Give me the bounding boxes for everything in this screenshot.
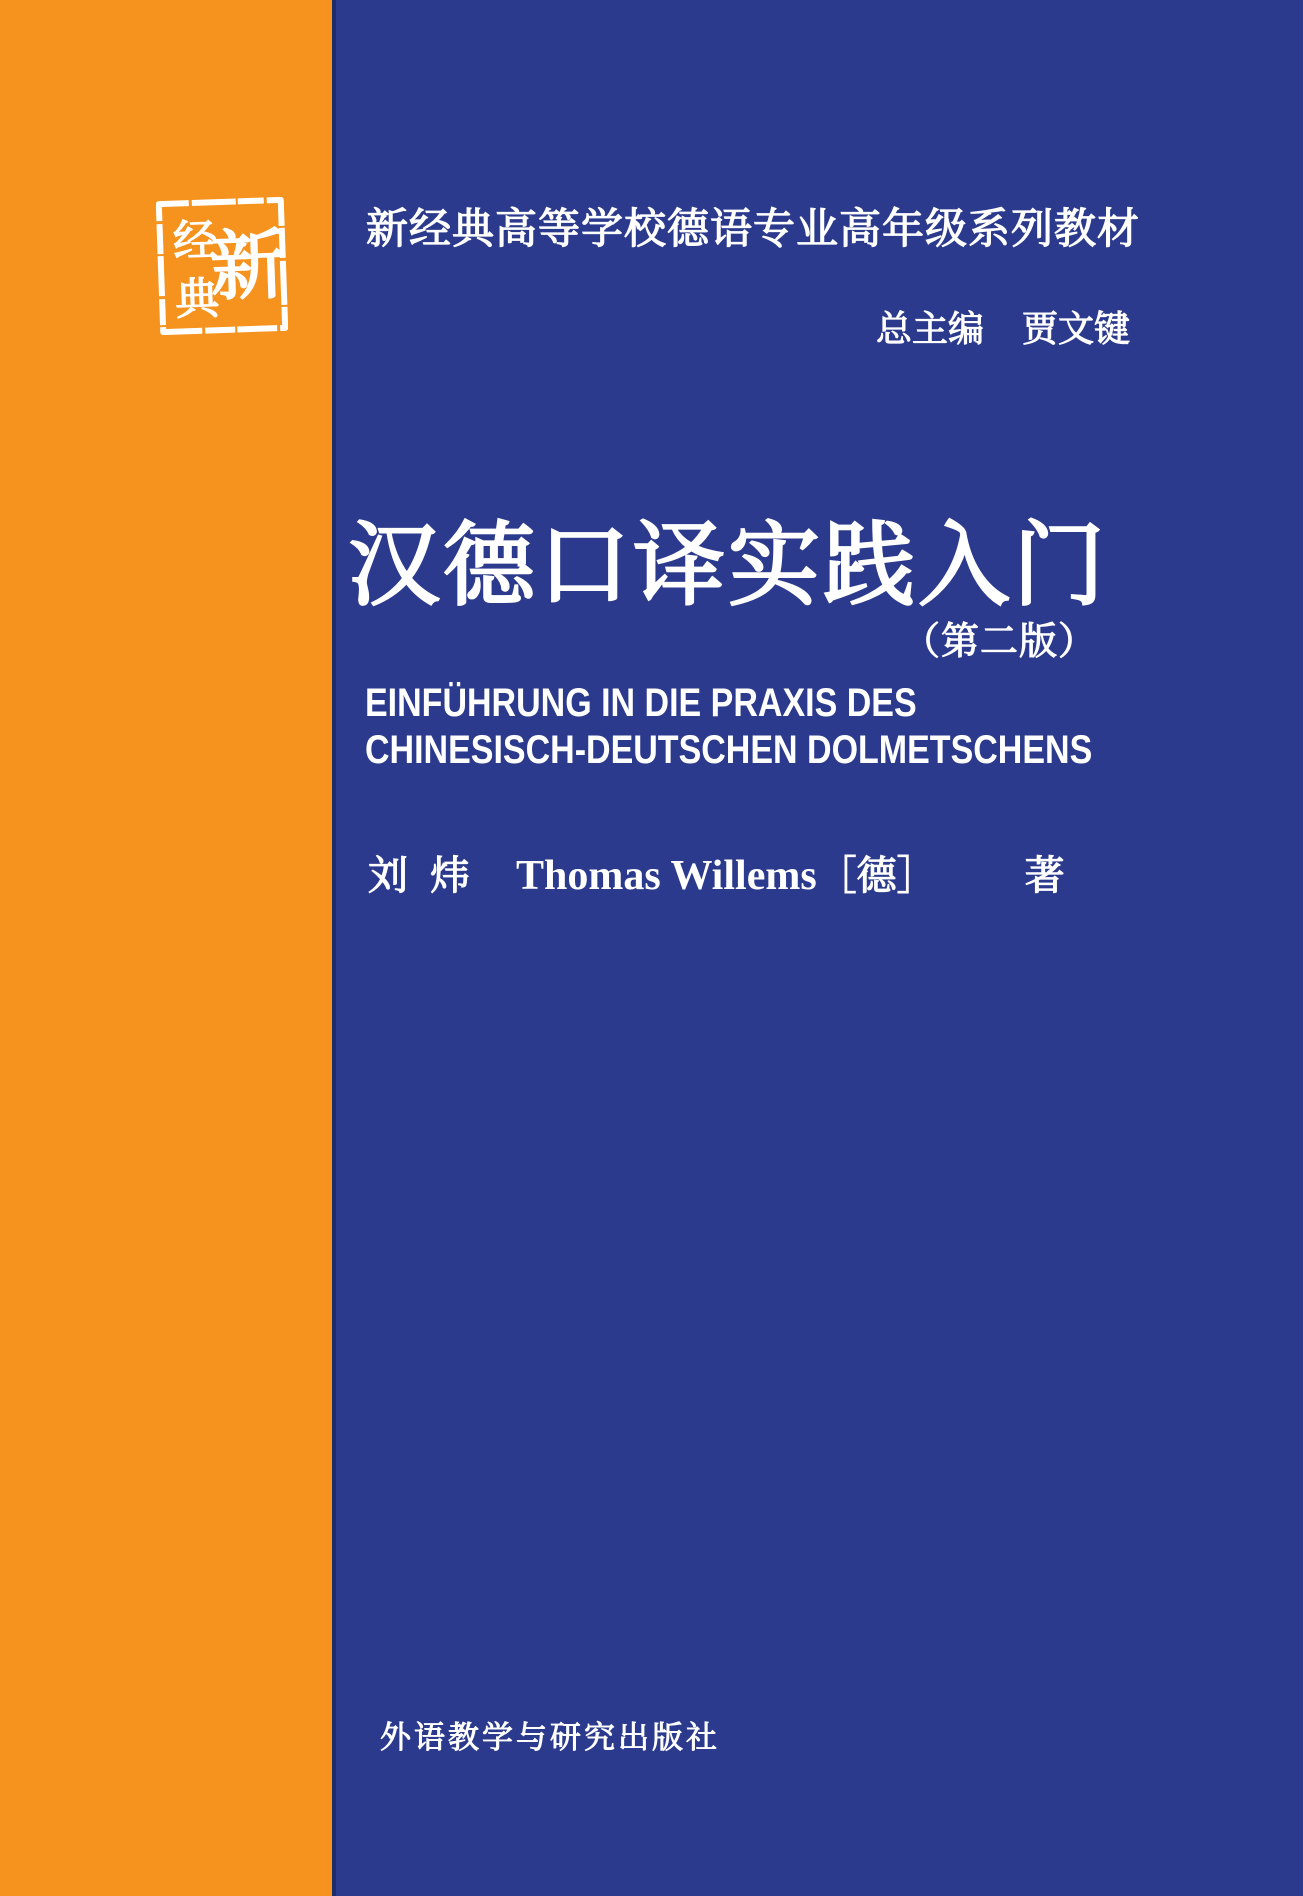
author1-name: 炜 xyxy=(430,853,470,898)
seal-char-xin: 新 xyxy=(208,223,288,311)
edition-label: （第二版） xyxy=(901,621,1097,663)
author2-name: Thomas Willems xyxy=(516,853,817,899)
seal-char-jing: 经 xyxy=(172,216,218,267)
author1-given: 刘 xyxy=(368,853,408,898)
band-edge-divider xyxy=(332,0,336,1896)
editor-role-label: 总主编 xyxy=(875,308,984,349)
editor-line xyxy=(876,301,1130,352)
publisher-name: 外语教学与研究出版社 xyxy=(380,1720,720,1755)
author-role: 著 xyxy=(1024,853,1065,898)
german-title-line2: CHINESISCH-DEUTSCHEN DOLMETSCHENS xyxy=(365,728,1093,772)
editor-name: 贾文键 xyxy=(1021,308,1130,349)
book-title-chinese: 汉德口译实践入门 xyxy=(348,515,1109,617)
german-title-line1: EINFÜHRUNG IN DIE PRAXIS DES xyxy=(365,681,917,725)
series-title: 新经典高等学校德语专业高年级系列教材 xyxy=(366,205,1141,252)
seal-icon xyxy=(156,197,288,335)
book-title-german xyxy=(365,680,1092,774)
seal-char-dian: 典 xyxy=(174,274,220,325)
author2-origin: ［德］ xyxy=(816,853,937,898)
new-classic-seal-logo xyxy=(156,197,288,335)
authors-line xyxy=(368,844,1065,901)
